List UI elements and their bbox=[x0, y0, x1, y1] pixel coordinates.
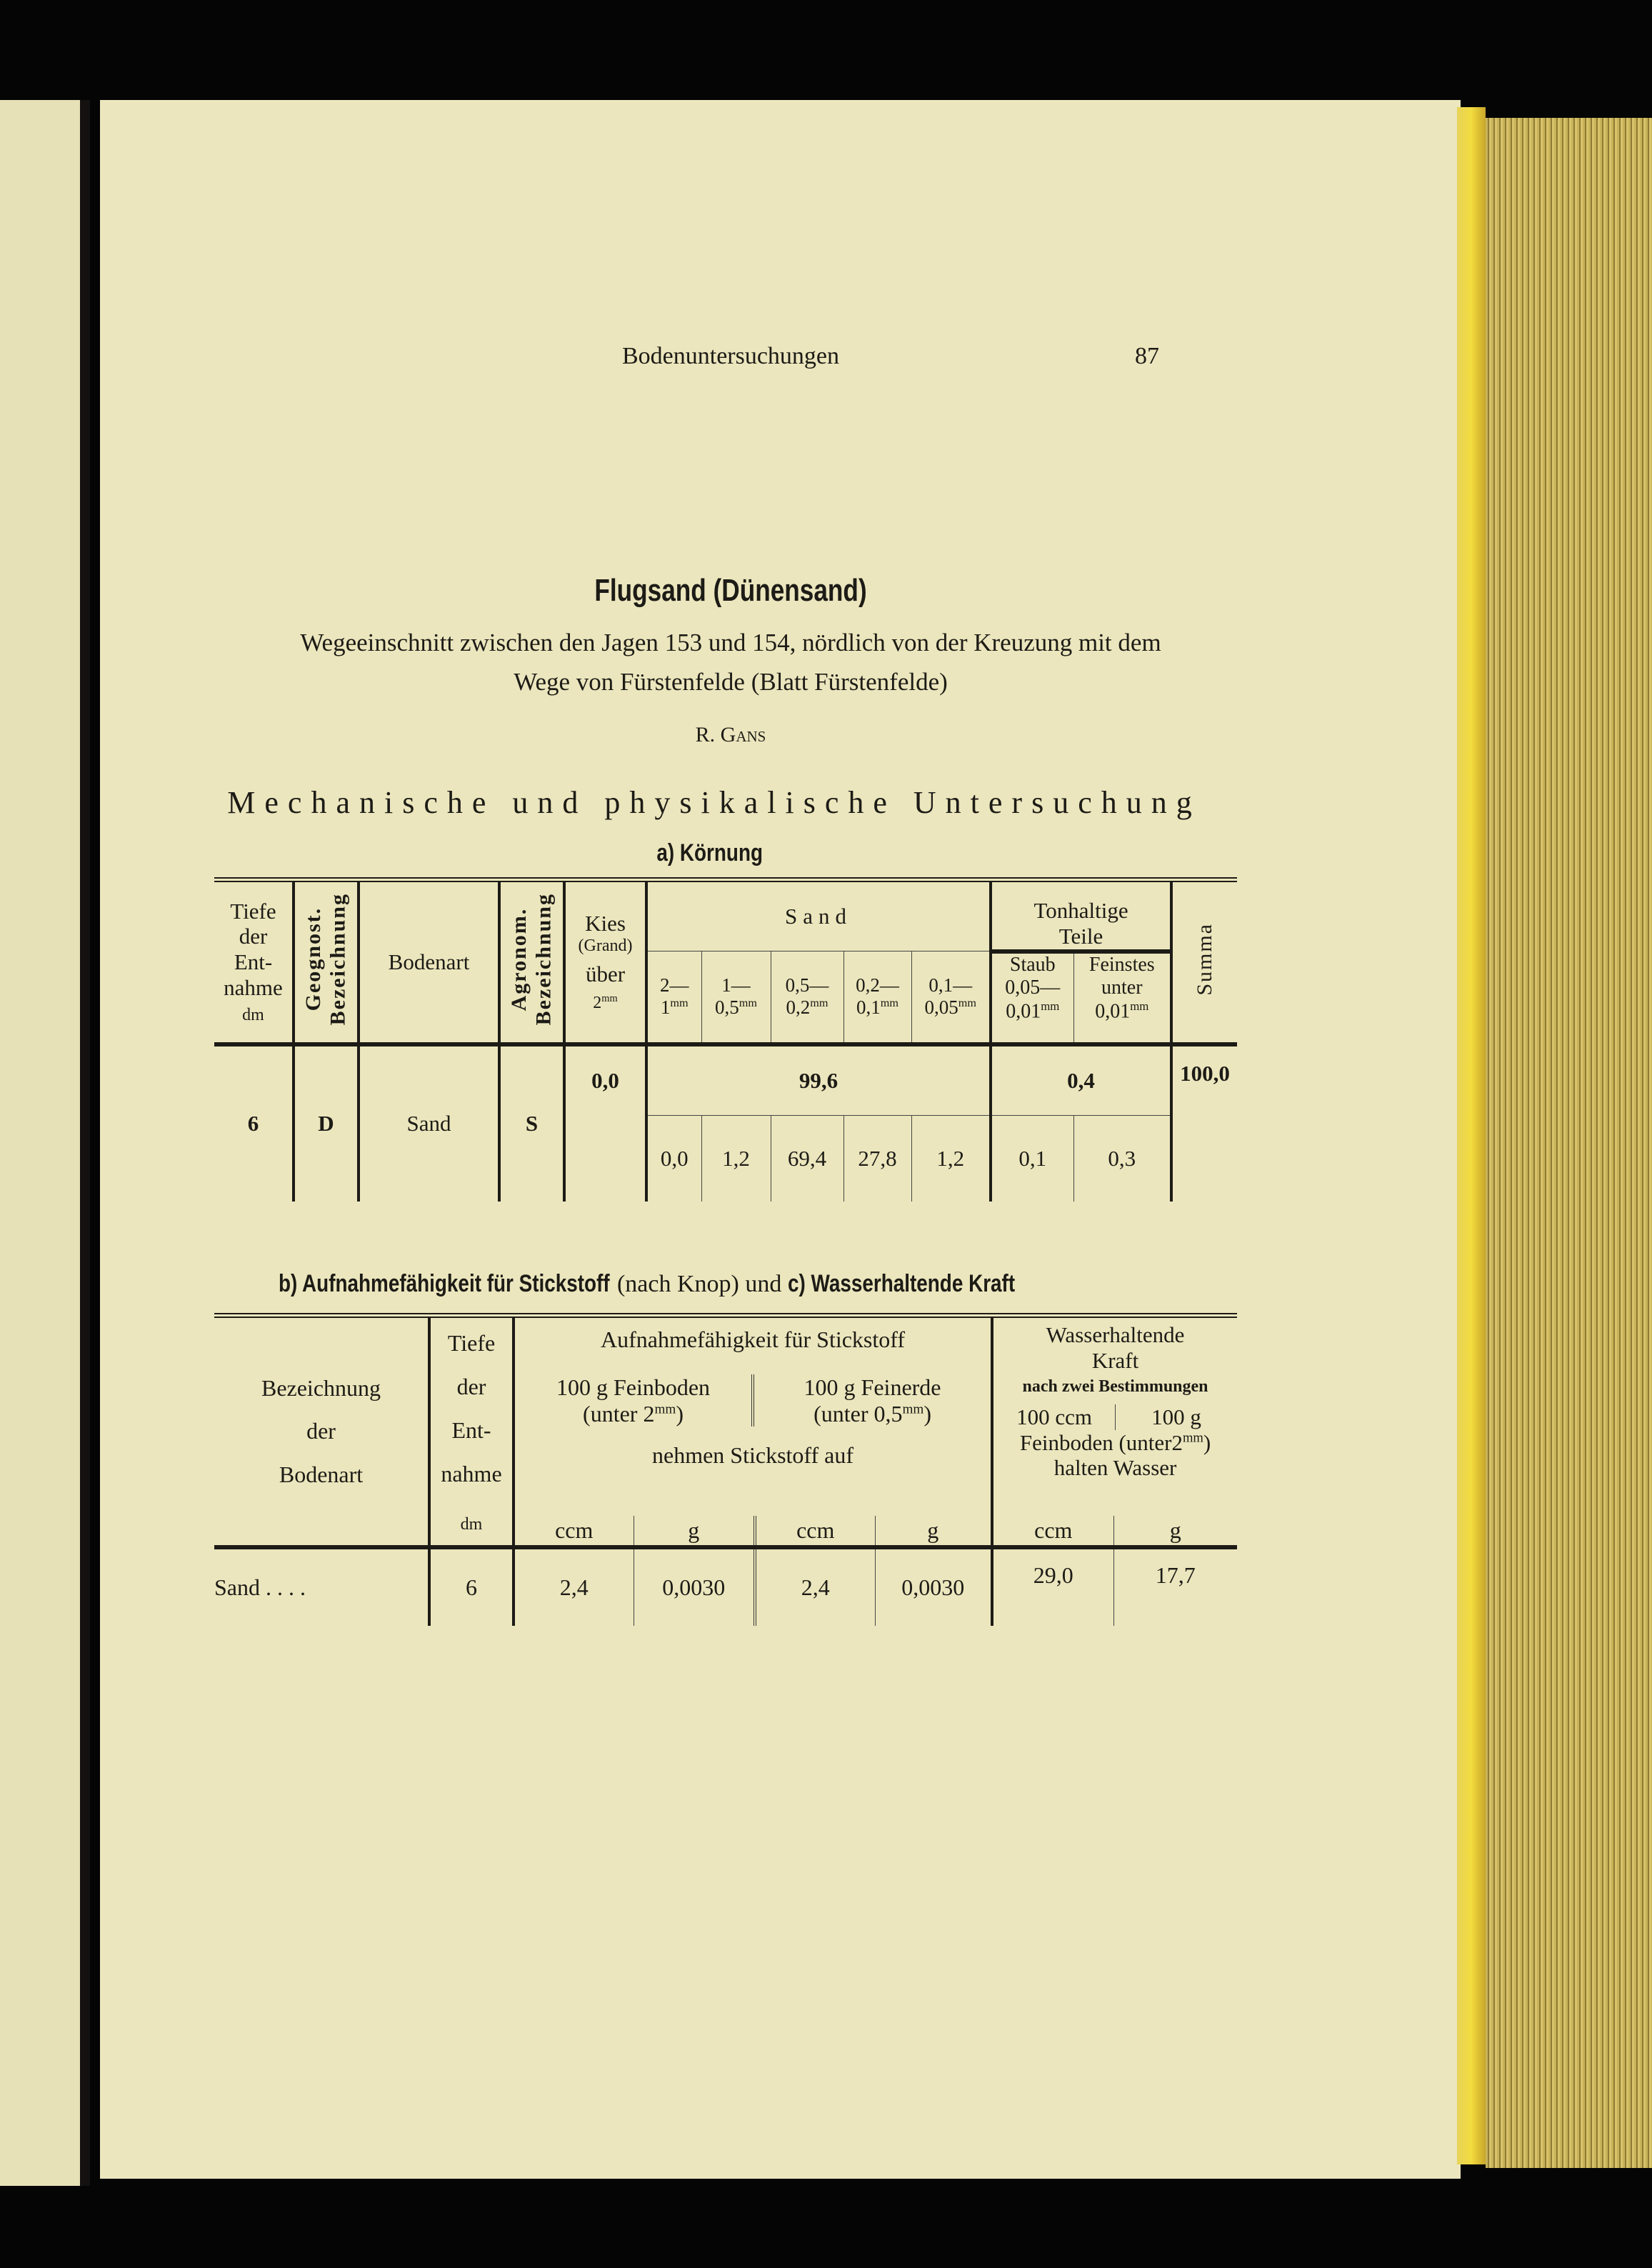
u-ccm-3: ccm bbox=[992, 1516, 1113, 1547]
subtitle-line1: Wegeeinschnitt zwischen den Jagen 153 und 154, nördlich von der Kreuzung mit dem bbox=[300, 629, 1161, 656]
page-stack bbox=[1486, 118, 1652, 2168]
u-ccm-1: ccm bbox=[514, 1516, 634, 1547]
cell-agronom: S bbox=[499, 1044, 564, 1202]
u-ccm-2: ccm bbox=[755, 1516, 875, 1547]
section-title: Mechanische und physikalische Untersuchung bbox=[227, 785, 1201, 820]
cell-sand-5: 1,2 bbox=[911, 1116, 991, 1202]
cell-sand-4: 27,8 bbox=[843, 1116, 911, 1202]
cell-sand-3: 69,4 bbox=[771, 1116, 843, 1202]
header-kies bbox=[564, 880, 646, 1044]
h-kies-2: (Grand) bbox=[578, 936, 633, 955]
page-title bbox=[561, 573, 901, 609]
heading-mid: (nach Knop) und bbox=[616, 1271, 782, 1297]
cell-tiefe: 6 bbox=[247, 1111, 259, 1137]
header-tonhaltige bbox=[991, 880, 1171, 951]
h-frac-2: 1— $0,5^{mm}$ bbox=[701, 951, 771, 1044]
header-agronom bbox=[499, 880, 564, 1044]
heading-b: b) Aufnahmefähigkeit für Stickstoff bbox=[279, 1270, 610, 1297]
h-bezeichnung: Bezeichnung der Bodenart bbox=[214, 1316, 429, 1547]
cell-v6: 17,7 bbox=[1113, 1547, 1237, 1626]
koernung-table bbox=[214, 877, 1237, 1202]
table-a-heading-text: a) Körnung bbox=[656, 839, 764, 866]
cell-bodenart2: Sand . . . . bbox=[214, 1574, 306, 1600]
cell-v2: 0,0030 bbox=[634, 1547, 755, 1626]
cell-sand-1: 0,0 bbox=[646, 1116, 701, 1202]
h-feinstes: Feinstes unter $0,01^{mm}$ bbox=[1073, 951, 1171, 1044]
h-geognost: Geognost. Bezeichnung bbox=[301, 893, 350, 1026]
u-g-1: g bbox=[634, 1516, 755, 1547]
h-tiefe-2: der bbox=[239, 924, 268, 949]
cell-staub: 0,1 bbox=[991, 1116, 1073, 1202]
cell-geognost: D bbox=[294, 1044, 359, 1202]
h-frac-3: 0,5— $0,2^{mm}$ bbox=[771, 951, 843, 1044]
cell-v3: 2,4 bbox=[755, 1547, 875, 1626]
h-kies-1: Kies bbox=[585, 911, 626, 936]
cell-v4: 0,0030 bbox=[875, 1547, 992, 1626]
h-nehmen: nehmen Stickstoff auf bbox=[652, 1442, 854, 1469]
running-title: Bodenuntersuchungen bbox=[621, 343, 840, 369]
h-ton-2: Teile bbox=[1058, 923, 1103, 949]
h-kies-4: $2^{mm}$ bbox=[593, 992, 618, 1012]
header-geognost bbox=[294, 880, 359, 1044]
h-frac-5: 0,1— $0,05^{mm}$ bbox=[911, 951, 991, 1044]
cell-v1: 2,4 bbox=[514, 1547, 634, 1626]
h-frac-4: 0,2— $0,1^{mm}$ bbox=[843, 951, 911, 1044]
h-wasser: Wasserhaltende Kraft nach zwei Bestimmungen 100 ccm 100 g Feinboden $(unter2^{mm})$ halten Wasser bbox=[992, 1316, 1237, 1516]
cell-summa: 100,0 bbox=[1171, 1044, 1237, 1202]
left-page-edge bbox=[0, 100, 90, 2186]
h-summa: Summa bbox=[1192, 923, 1216, 996]
h-tiefe-4: nahme bbox=[224, 974, 283, 1000]
cell-bodenart: Sand bbox=[359, 1044, 499, 1202]
h-ton-1: Tonhaltige bbox=[1033, 898, 1128, 924]
h-tiefe2: Tiefe der Ent- nahme dm bbox=[429, 1316, 514, 1547]
h-tiefe-unit: dm bbox=[242, 1006, 264, 1025]
h-aufnahme: Aufnahmefähigkeit für Stickstoff 100 g Feinboden (unter $2^{mm}$) 100 g Feinerde (unter $0,5^{mm}$) nehmen Stickstoff auf bbox=[514, 1316, 992, 1516]
stickstoff-wasser-table bbox=[214, 1313, 1237, 1626]
page-number: 87 bbox=[1135, 343, 1159, 369]
cell-tiefe2: 6 bbox=[429, 1547, 514, 1626]
u-g-2: g bbox=[875, 1516, 992, 1547]
header-tiefe bbox=[214, 880, 294, 1044]
h-kies-3: über bbox=[585, 961, 626, 987]
cell-feinstes: 0,3 bbox=[1073, 1116, 1171, 1202]
header-sand: Sand bbox=[646, 880, 991, 951]
h-tiefe-1: Tiefe bbox=[230, 898, 276, 924]
table-a-heading bbox=[656, 839, 786, 867]
h-staub: Staub 0,05— $0,01^{mm}$ bbox=[991, 951, 1073, 1044]
cell-v5: 29,0 bbox=[992, 1547, 1113, 1626]
h-feinboden: 100 g Feinboden (unter $2^{mm}$) bbox=[515, 1374, 754, 1427]
subtitle-line2: Wege von Fürstenfelde (Blatt Fürstenfelde) bbox=[514, 668, 948, 696]
h-agronom: Agronom. Bezeichnung bbox=[507, 893, 556, 1026]
cell-sand-2: 1,2 bbox=[701, 1116, 771, 1202]
cell-kies: 0,0 bbox=[564, 1044, 646, 1202]
heading-c: c) Wasserhaltende Kraft bbox=[787, 1270, 1015, 1297]
h-feinerde: 100 g Feinerde (unter $0,5^{mm}$) bbox=[804, 1374, 941, 1427]
header-summa bbox=[1171, 880, 1237, 1044]
header-bodenart: Bodenart bbox=[359, 880, 499, 1044]
h-frac-1: 2— $1^{mm}$ bbox=[646, 951, 701, 1044]
u-g-3: g bbox=[1113, 1516, 1237, 1547]
page-edge-gilt bbox=[1457, 107, 1486, 2164]
cell-ton-total: 0,4 bbox=[991, 1044, 1171, 1116]
h-tiefe-3: Ent- bbox=[234, 949, 273, 974]
table-bc-heading bbox=[279, 1270, 1065, 1298]
author: R. Gans bbox=[695, 723, 766, 746]
cell-sand-total: 99,6 bbox=[646, 1044, 991, 1116]
title-text: Flugsand (Dünensand) bbox=[594, 573, 867, 608]
